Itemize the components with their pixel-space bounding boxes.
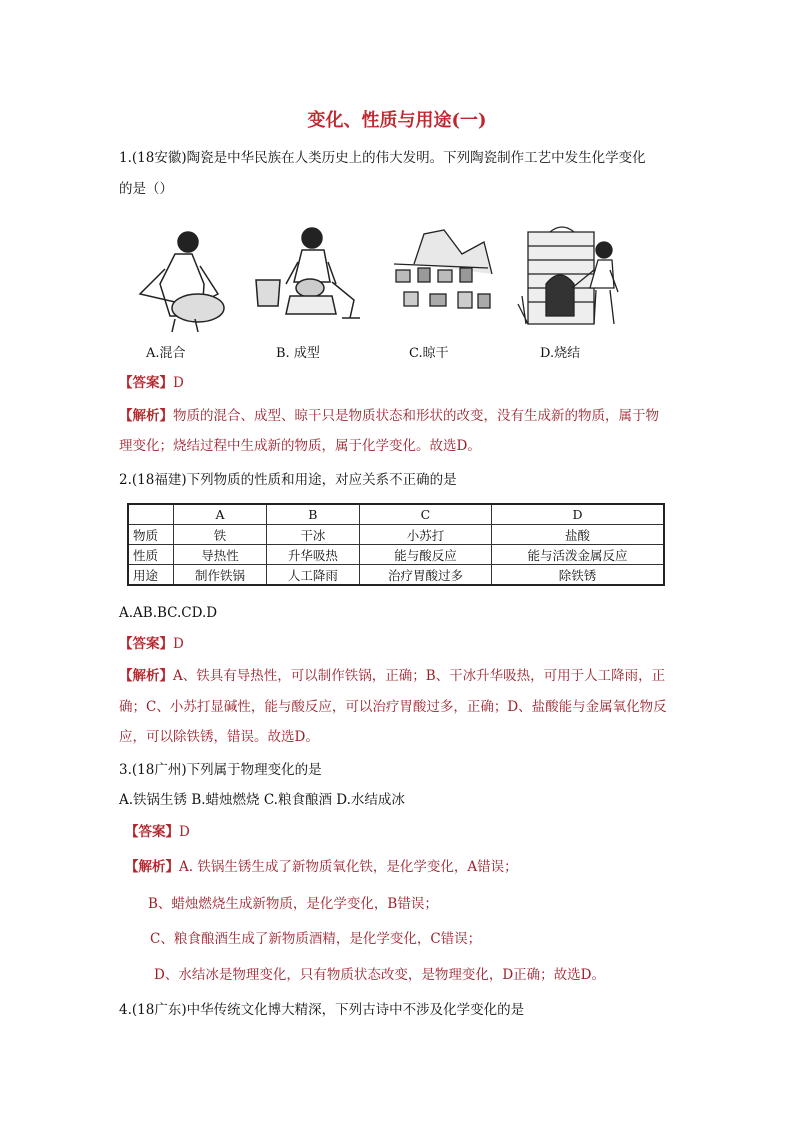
q3-explanation-a — [125, 857, 518, 877]
table-cell: 制作铁锅 — [174, 565, 267, 586]
table-header-cell: C — [359, 504, 491, 525]
explanation-text: A、铁具有导热性，可以制作铁锅，正确；B、干冰升华吸热，可用于人工降雨，正 — [173, 668, 666, 684]
answer-label: 【答案】 — [119, 375, 173, 391]
explanation-label: 【解析】 — [119, 668, 173, 684]
q1-option-c: C.晾干 — [409, 346, 449, 361]
table-header-row — [128, 504, 664, 525]
shaping-illustration — [250, 222, 368, 326]
q1-option-b: B. 成型 — [276, 346, 320, 361]
q1-explanation-line2: 理变化；烧结过程中生成新的物质，属于化学变化。故选D。 — [119, 438, 481, 454]
table-cell: 导热性 — [174, 545, 267, 565]
q3-options: A.铁锅生锈 B.蜡烛燃烧 C.粮食酿酒 D.水结成冰 — [119, 792, 405, 808]
table-header-cell: A — [174, 504, 267, 525]
q2-answer — [119, 634, 184, 654]
table-cell: 能与酸反应 — [359, 545, 491, 565]
table-header-cell — [128, 504, 174, 525]
q2-table — [127, 503, 665, 586]
table-header-cell: D — [492, 504, 664, 525]
explanation-text: 物质的混合、成型、晾干只是物质状态和形状的改变，没有生成新的物质，属于物 — [173, 408, 659, 424]
q2-explanation-line2: 确；C、小苏打显碱性，能与酸反应，可以治疗胃酸过多，正确；D、盐酸能与金属氧化物反 — [119, 699, 667, 715]
table-header-cell: B — [266, 504, 359, 525]
table-cell: 治疗胃酸过多 — [359, 565, 491, 586]
table-cell: 人工降雨 — [266, 565, 359, 586]
q1-stem-line1: 1.(18安徽)陶瓷是中华民族在人类历史上的伟大发明。下列陶瓷制作工艺中发生化学变化 — [119, 150, 646, 166]
table-row — [128, 565, 664, 586]
page-title: 变化、性质与用途(一) — [307, 110, 487, 131]
q1-answer — [119, 373, 184, 393]
table-cell: 铁 — [174, 525, 267, 545]
q3-explanation-c: C、粮食酿酒生成了新物质酒精，是化学变化，C错误； — [150, 931, 482, 947]
q1-option-d: D.烧结 — [540, 346, 581, 361]
table-cell: 能与活泼金属反应 — [492, 545, 664, 565]
q2-explanation-line1 — [119, 666, 665, 686]
q2-explanation-line3: 应，可以除铁锈，错误。故选D。 — [119, 729, 319, 745]
explanation-label: 【解析】 — [125, 859, 179, 875]
q1-stem-line2: 的是（） — [119, 181, 173, 197]
q3-stem: 3.(18广州)下列属于物理变化的是 — [119, 762, 322, 778]
q3-explanation-b: B、蜡烛燃烧生成新物质，是化学变化，B错误； — [148, 896, 438, 912]
mixing-illustration — [120, 224, 232, 334]
q1-option-a: A.混合 — [146, 346, 186, 361]
explanation-label: 【解析】 — [119, 408, 173, 424]
answer-value: D — [179, 824, 190, 840]
table-cell: 小苏打 — [359, 525, 491, 545]
q3-explanation-d: D、水结冰是物理变化，只有物质状态改变，是物理变化，D正确；故选D。 — [154, 967, 605, 983]
table-cell: 升华吸热 — [266, 545, 359, 565]
answer-label: 【答案】 — [119, 636, 173, 652]
answer-value: D — [173, 375, 184, 391]
drying-illustration — [384, 224, 498, 322]
q1-explanation-line1 — [119, 406, 659, 426]
firing-illustration — [514, 226, 636, 330]
table-cell: 物质 — [128, 525, 174, 545]
table-cell: 除铁锈 — [492, 565, 664, 586]
table-row — [128, 525, 664, 545]
table-cell: 用途 — [128, 565, 174, 586]
answer-label: 【答案】 — [125, 824, 179, 840]
table-cell: 干冰 — [266, 525, 359, 545]
answer-value: D — [173, 636, 184, 652]
table-cell: 性质 — [128, 545, 174, 565]
q2-options: A.AB.BC.CD.D — [119, 605, 218, 621]
explanation-text: A. 铁锅生锈生成了新物质氧化铁，是化学变化，A错误； — [179, 859, 518, 875]
q2-stem: 2.(18福建)下列物质的性质和用途，对应关系不正确的是 — [119, 472, 457, 488]
q3-answer — [125, 822, 190, 842]
table-row — [128, 545, 664, 565]
table-cell: 盐酸 — [492, 525, 664, 545]
q4-stem: 4.(18广东)中华传统文化博大精深，下列古诗中不涉及化学变化的是 — [119, 1002, 525, 1018]
